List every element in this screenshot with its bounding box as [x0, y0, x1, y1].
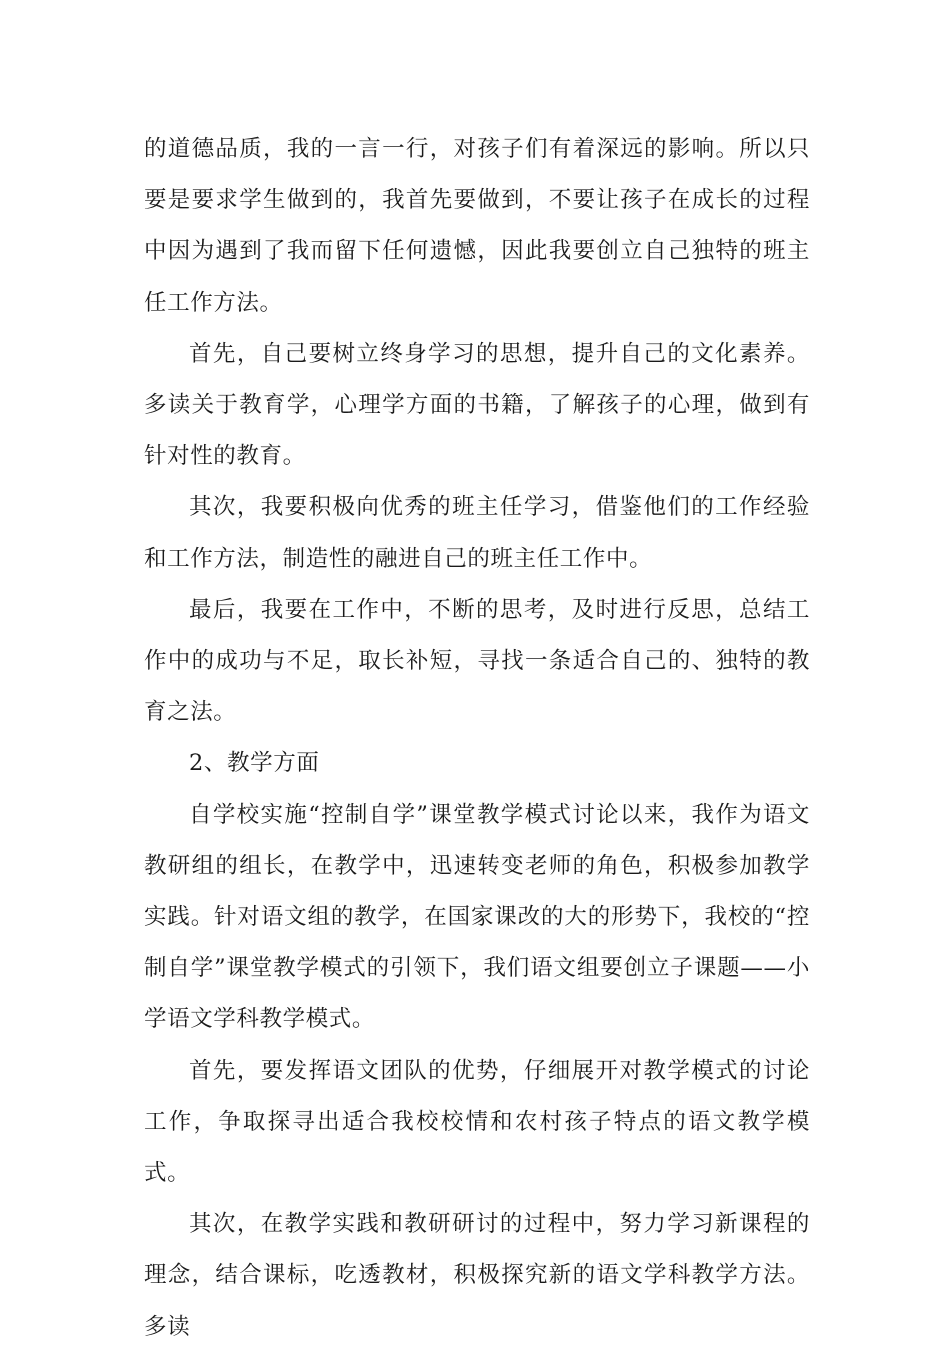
document-body — [144, 124, 810, 1353]
paragraph-3: 其次，我要积极向优秀的班主任学习，借鉴他们的工作经验和工作方法，制造性的融进自己的班主任工作中。 — [144, 494, 810, 572]
section-heading-teaching: 2、教学方面 — [189, 750, 320, 777]
paragraph-2: 首先，自己要树立终身学习的思想，提升自己的文化素养。多读关于教育学，心理学方面的书籍，了解孩子的心理，做到有针对性的教育。 — [144, 340, 810, 470]
paragraph-6: 首先，要发挥语文团队的优势，仔细展开对教学模式的讨论工作，争取探寻出适合我校校情和农村孩子特点的语文教学模式。 — [144, 1057, 810, 1187]
paragraph-4: 最后，我要在工作中，不断的思考，及时进行反思，总结工作中的成功与不足，取长补短，寻找一条适合自己的、独特的教育之法。 — [144, 596, 810, 726]
paragraph-1: 的道德品质，我的一言一行，对孩子们有着深远的影响。所以只要是要求学生做到的，我首先要做到，不要让孩子在成长的过程中因为遇到了我而留下任何遗憾，因此我要创立自己独特的班主任工作方法。 — [144, 136, 810, 316]
paragraph-5: 自学校实施“控制自学”课堂教学模式讨论以来，我作为语文教研组的组长，在教学中，迅速转变老师的角色，积极参加教学实践。针对语文组的教学，在国家课改的大的形势下，我校的“控制自学”课堂教学模式的引领下，我们语文组要创立子课题——小学语文学科教学模式。 — [144, 801, 810, 1033]
paragraph-7: 其次，在教学实践和教研研讨的过程中，努力学习新课程的理念，结合课标，吃透教材，积极探究新的语文学科教学方法。多读 — [144, 1211, 810, 1340]
